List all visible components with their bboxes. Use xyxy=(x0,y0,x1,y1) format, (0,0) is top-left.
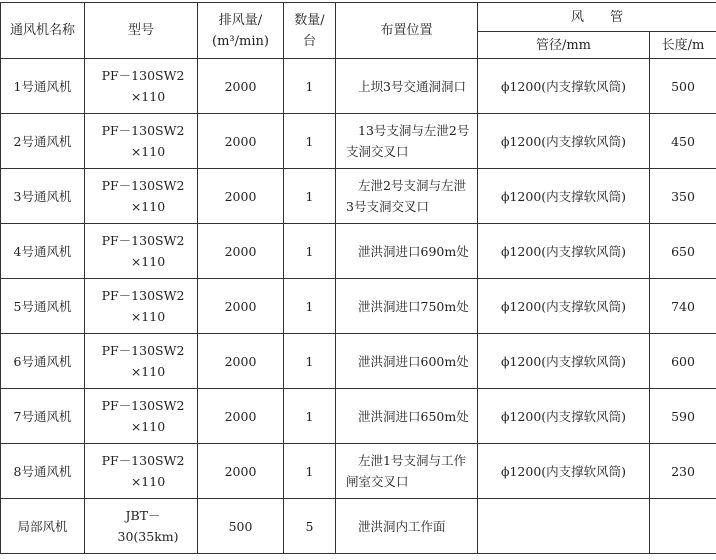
quantity-cell: 1 xyxy=(284,279,336,334)
model-line1: JBT－ xyxy=(125,508,161,523)
duct-length-cell: 740 xyxy=(650,279,716,334)
table-row xyxy=(1,224,716,279)
model-cell xyxy=(85,334,198,389)
fan-name-cell: 6号通风机 xyxy=(1,334,85,389)
location-cell xyxy=(336,389,478,444)
location-line1: 左泄2号支洞与左泄 xyxy=(358,178,466,193)
model-line1: PF－130SW2 xyxy=(101,233,185,248)
quantity-cell: 1 xyxy=(284,114,336,169)
location-line1: 左泄1号支洞与工作 xyxy=(358,453,466,468)
duct-diameter-cell: ϕ1200(内支撑软风筒) xyxy=(478,389,650,444)
location-line2: 支洞交叉口 xyxy=(346,144,409,159)
duct-length-cell xyxy=(650,499,716,554)
air-volume-cell: 2000 xyxy=(198,169,284,224)
duct-length-cell: 500 xyxy=(650,59,716,114)
location-line1: 上坝3号交通洞洞口 xyxy=(358,78,466,94)
location-cell xyxy=(336,224,478,279)
model-line2: ×110 xyxy=(130,144,166,159)
location-line1: 13号支洞与左泄2号 xyxy=(358,123,470,138)
quantity-cell: 1 xyxy=(284,169,336,224)
header-model: 型号 xyxy=(85,3,198,59)
header-row xyxy=(1,3,716,32)
duct-diameter-cell: ϕ1200(内支撑软风筒) xyxy=(478,444,650,499)
ventilation-fan-table xyxy=(0,2,716,554)
model-cell xyxy=(85,389,198,444)
duct-diameter-cell: ϕ1200(内支撑软风筒) xyxy=(478,114,650,169)
header-air-volume xyxy=(198,3,284,59)
table-row xyxy=(1,499,716,554)
air-volume-cell: 2000 xyxy=(198,59,284,114)
model-line2: ×110 xyxy=(130,474,166,489)
header-air-volume-line2: (m³/min) xyxy=(212,33,269,49)
model-line2: ×110 xyxy=(130,89,166,104)
duct-diameter-cell: ϕ1200(内支撑软风筒) xyxy=(478,224,650,279)
table-row xyxy=(1,279,716,334)
duct-length-cell: 350 xyxy=(650,169,716,224)
model-line2: ×110 xyxy=(130,254,166,269)
location-cell xyxy=(336,279,478,334)
header-fan-name: 通风机名称 xyxy=(1,3,85,59)
header-location: 布置位置 xyxy=(336,3,478,59)
air-volume-cell: 2000 xyxy=(198,389,284,444)
model-cell xyxy=(85,279,198,334)
duct-length-cell: 600 xyxy=(650,334,716,389)
air-volume-cell: 2000 xyxy=(198,224,284,279)
table-row xyxy=(1,389,716,444)
header-quantity-line2: 台 xyxy=(302,33,316,49)
quantity-cell: 1 xyxy=(284,389,336,444)
model-line1: PF－130SW2 xyxy=(101,68,185,83)
fan-name-cell: 5号通风机 xyxy=(1,279,85,334)
model-line1: PF－130SW2 xyxy=(101,123,185,138)
duct-diameter-cell xyxy=(478,499,650,554)
header-diameter: 管径/mm xyxy=(478,32,650,59)
model-line1: PF－130SW2 xyxy=(101,178,185,193)
location-cell xyxy=(336,334,478,389)
location-line1: 泄洪洞进口600m处 xyxy=(358,353,469,369)
location-cell xyxy=(336,444,478,499)
model-line1: PF－130SW2 xyxy=(101,343,185,358)
location-line1: 泄洪洞进口690m处 xyxy=(358,243,469,259)
model-line2: 30(35km) xyxy=(117,529,179,544)
model-line2: ×110 xyxy=(130,419,166,434)
table-row xyxy=(1,114,716,169)
model-line1: PF－130SW2 xyxy=(101,398,185,413)
quantity-cell: 1 xyxy=(284,334,336,389)
location-cell xyxy=(336,114,478,169)
air-volume-cell: 2000 xyxy=(198,334,284,389)
fan-name-cell: 3号通风机 xyxy=(1,169,85,224)
air-volume-cell: 2000 xyxy=(198,279,284,334)
table-row xyxy=(1,59,716,114)
model-cell xyxy=(85,114,198,169)
duct-diameter-cell: ϕ1200(内支撑软风筒) xyxy=(478,59,650,114)
header-quantity xyxy=(284,3,336,59)
location-line2: 3号支洞交叉口 xyxy=(346,199,429,214)
fan-name-cell: 2号通风机 xyxy=(1,114,85,169)
duct-length-cell: 230 xyxy=(650,444,716,499)
location-cell xyxy=(336,169,478,224)
model-cell xyxy=(85,444,198,499)
location-line2: 闸室交叉口 xyxy=(346,474,409,489)
location-cell xyxy=(336,499,478,554)
table-body xyxy=(1,59,716,554)
table-row xyxy=(1,334,716,389)
model-line1: PF－130SW2 xyxy=(101,453,185,468)
model-line2: ×110 xyxy=(130,364,166,379)
duct-length-cell: 590 xyxy=(650,389,716,444)
fan-name-cell: 1号通风机 xyxy=(1,59,85,114)
header-air-volume-line1: 排风量/ xyxy=(218,12,263,28)
location-line1: 泄洪洞进口750m处 xyxy=(358,298,469,314)
table-row xyxy=(1,169,716,224)
header-duct: 风 管 xyxy=(478,3,716,32)
duct-length-cell: 450 xyxy=(650,114,716,169)
model-line2: ×110 xyxy=(130,309,166,324)
duct-diameter-cell: ϕ1200(内支撑软风筒) xyxy=(478,279,650,334)
location-line1: 泄洪洞内工作面 xyxy=(358,518,446,534)
model-cell xyxy=(85,499,198,554)
model-line2: ×110 xyxy=(130,199,166,214)
model-cell xyxy=(85,59,198,114)
quantity-cell: 1 xyxy=(284,224,336,279)
model-cell xyxy=(85,169,198,224)
air-volume-cell: 2000 xyxy=(198,444,284,499)
header-length: 长度/m xyxy=(650,32,716,59)
air-volume-cell: 500 xyxy=(198,499,284,554)
fan-name-cell: 7号通风机 xyxy=(1,389,85,444)
fan-name-cell: 8号通风机 xyxy=(1,444,85,499)
duct-diameter-cell: ϕ1200(内支撑软风筒) xyxy=(478,169,650,224)
fan-name-cell: 4号通风机 xyxy=(1,224,85,279)
duct-length-cell: 650 xyxy=(650,224,716,279)
location-cell xyxy=(336,59,478,114)
table-row xyxy=(1,444,716,499)
air-volume-cell: 2000 xyxy=(198,114,284,169)
location-line1: 泄洪洞进口650m处 xyxy=(358,408,469,424)
fan-name-cell: 局部风机 xyxy=(1,499,85,554)
quantity-cell: 5 xyxy=(284,499,336,554)
model-cell xyxy=(85,224,198,279)
quantity-cell: 1 xyxy=(284,444,336,499)
quantity-cell: 1 xyxy=(284,59,336,114)
duct-diameter-cell: ϕ1200(内支撑软风筒) xyxy=(478,334,650,389)
model-line1: PF－130SW2 xyxy=(101,288,185,303)
header-quantity-line1: 数量/ xyxy=(294,12,325,28)
